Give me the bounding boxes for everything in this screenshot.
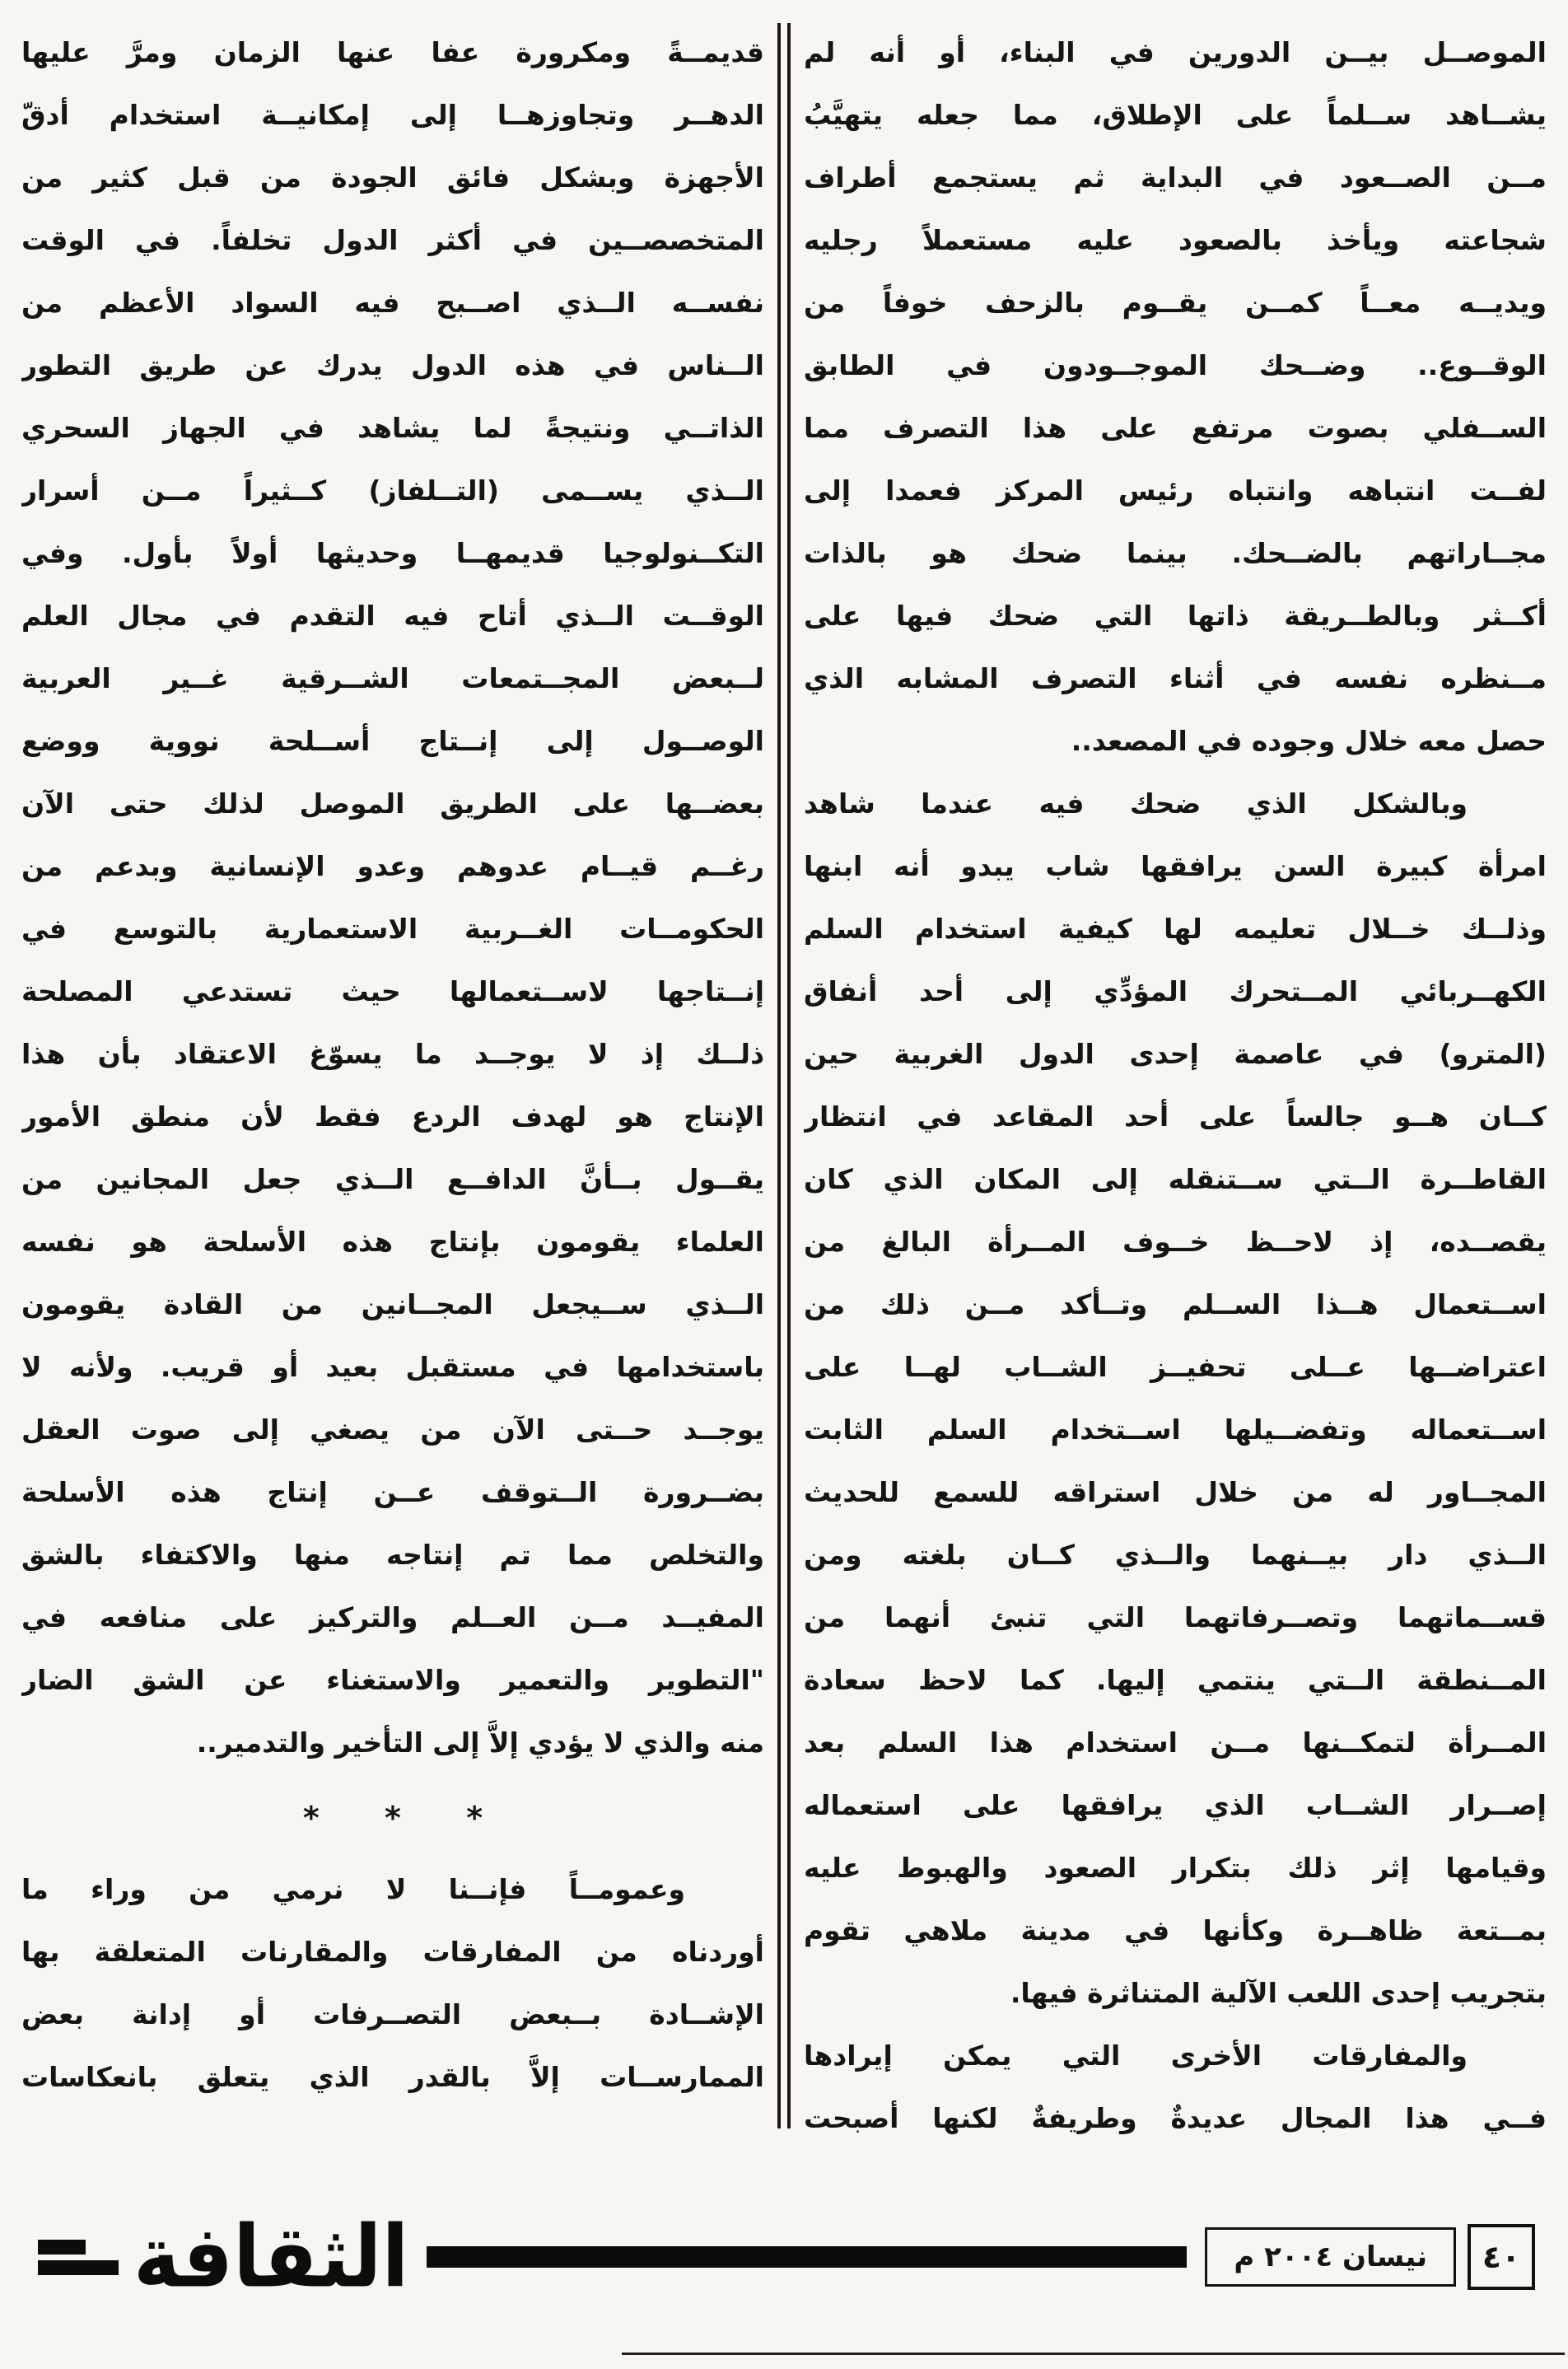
column-divider-rule <box>777 23 791 2128</box>
logo-step-mark-icon <box>38 2240 119 2275</box>
text-line: والمفارقات الأخرى التي يمكن إيرادها <box>804 2040 1468 2072</box>
text-line: مجــاراتهم بالضــحك. بينما ضحك هو بالذات <box>804 537 1547 569</box>
text-line: الأجهزة وبشكل فائق الجودة من قبل كثير من <box>21 161 764 194</box>
text-line: اســتعماله وتفضــيلها اســتخدام السلم الثابت <box>804 1413 1547 1446</box>
text-line: اســتعمال هــذا الســلم وتــأكد مــن ذلك من <box>804 1288 1547 1320</box>
text-line: الموصــل بيــن الدورين في البناء، أو أنه لم <box>804 36 1547 68</box>
text-line: الوصــول إلى إنــتاج أســلحة نووية ووضع <box>21 725 764 757</box>
page-footer <box>38 2207 1535 2307</box>
column-left <box>21 21 764 2109</box>
text-line: القاطــرة الــتي ســتنقله إلى المكان الذي كان <box>804 1163 1547 1195</box>
page-number: ٤٠ <box>1482 2239 1521 2275</box>
text-line: الإشــادة بــبعض التصــرفات أو إدانة بعض <box>21 1998 764 2030</box>
text-line: أكــثر وبالطــريقة ذاتها التي ضحك فيها على <box>804 600 1547 632</box>
text-line: الســفلي بصوت مرتفع على هذا التصرف مما <box>804 412 1547 444</box>
text-line: الــذي يســمى (التــلفاز) كــثيراً مــن أسرار <box>21 474 764 507</box>
text-line: يقصــده، إذ لاحــظ خــوف المــرأة البالغ من <box>804 1226 1547 1258</box>
text-line: إصــرار الشــاب الذي يرافقها على استعماله <box>804 1789 1547 1821</box>
text-line: الإنتاج هو لهدف الردع فقط لأن منطق الأمور <box>21 1100 764 1133</box>
text-line: الوقــوع.. وضــحك الموجــودون في الطابق <box>804 349 1547 381</box>
magazine-logo: الثقافة <box>133 2207 409 2307</box>
text-line: الذاتــي ونتيجةً لما يشاهد في الجهاز السحري <box>21 412 764 444</box>
text-line: الوقــت الــذي أتاح فيه التقدم في مجال العلم <box>21 600 764 632</box>
text-line: أوردناه من المفارقات والمقارنات المتعلقة بها <box>21 1936 764 1968</box>
text-line: حصل معه خلال وجوده في المصعد.. <box>1071 725 1547 757</box>
article-body <box>21 21 1547 2150</box>
text-line: ويديــه معــاً كمــن يقــوم بالزحف خوفاً من <box>804 287 1547 319</box>
text-line: (المترو) في عاصمة إحدى الدول الغربية حين <box>804 1038 1547 1070</box>
text-line: الــذي دار بيــنهما والــذي كــان بلغته ومن <box>804 1539 1547 1571</box>
text-line: بتجريب إحدى اللعب الآلية المتناثرة فيها. <box>1010 1977 1547 2009</box>
text-line: رغــم قيــام عدوهم وعدو الإنسانية وبدعم من <box>21 850 764 882</box>
text-line: المجــاور له من خلال استراقه للسمع للحديث <box>804 1476 1547 1508</box>
issue-date: نيسان ٢٠٠٤ م <box>1234 2241 1427 2273</box>
text-line: بضــرورة الــتوقف عــن إنتاج هذه الأسلحة <box>21 1476 764 1508</box>
text-line: امرأة كبيرة السن يرافقها شاب يبدو أنه ابنها <box>804 850 1547 882</box>
text-line: لفــت انتباهه وانتباه رئيس المركز فعمدا إلى <box>804 474 1547 507</box>
issue-date-box <box>1205 2227 1456 2287</box>
text-line: الــذي ســيجعل المجــانين من القادة يقومون <box>21 1288 764 1320</box>
section-break-stars: * * * <box>302 1800 483 1836</box>
text-line: الحكومــات الغــربية الاستعمارية بالتوسع في <box>21 913 764 945</box>
text-line: منه والذي لا يؤدي إلاَّ إلى التأخير والتدمير.. <box>196 1727 764 1759</box>
text-line: كــان هــو جالساً على أحد المقاعد في انتظار <box>804 1100 1547 1133</box>
text-line: وعمومــاً فإنــنا لا نرمي من وراء ما <box>21 1873 685 1905</box>
text-line: يشــاهد ســلماً على الإطلاق، مما جعله يتهيَّبُ <box>804 99 1547 131</box>
text-line: قســماتهما وتصــرفاتهما التي تنبئ أنهما من <box>804 1601 1547 1633</box>
text-line: "التطوير والتعمير والاستغناء عن الشق الضار <box>21 1664 764 1696</box>
column-right <box>804 21 1547 2150</box>
text-line: ذلــك إذ لا يوجــد ما يسوّغ الاعتقاد بأن هذا <box>21 1038 764 1070</box>
text-line: نفســه الــذي اصــبح فيه السواد الأعظم من <box>21 287 764 319</box>
text-line: الدهــر وتجاوزهــا إلى إمكانيــة استخدام أدقّ <box>21 99 764 131</box>
text-line: المفيــد مــن العــلم والتركيز على منافعه في <box>21 1601 764 1633</box>
text-line: لــبعض المجــتمعات الشــرقية غــير العربية <box>21 662 764 694</box>
text-line: المــنطقة الــتي ينتمي إليها. كما لاحظ سعادة <box>804 1664 1547 1696</box>
text-line: المتخصصــين في أكثر الدول تخلفاً. في الوقت <box>21 224 764 256</box>
text-line: الــناس في هذه الدول يدرك عن طريق التطور <box>21 349 764 381</box>
bottom-edge-rule <box>622 2353 1565 2355</box>
text-line: وذلــك خــلال تعليمه لها كيفية استخدام السلم <box>804 913 1547 945</box>
text-line: بعضــها على الطريق الموصل لذلك حتى الآن <box>21 787 764 820</box>
page-number-box <box>1468 2224 1535 2290</box>
text-line: الكهــربائي المــتحرك المؤدِّي إلى أحد أنفاق <box>804 975 1547 1007</box>
text-line: بمــتعة ظاهــرة وكأنها في مدينة ملاهي تقوم <box>804 1914 1547 1946</box>
text-line: يقــول بــأنَّ الدافــع الــذي جعل المجانين من <box>21 1163 764 1195</box>
text-line: مــنظره نفسه في أثناء التصرف المشابه الذي <box>804 662 1547 694</box>
text-line: يوجــد حــتى الآن من يصغي إلى صوت العقل <box>21 1413 764 1446</box>
text-line: وبالشكل الذي ضحك فيه عندما شاهد <box>804 787 1468 820</box>
text-line: باستخدامها في مستقبل بعيد أو قريب. ولأنه لا <box>21 1351 764 1383</box>
text-line: مــن الصــعود في البداية ثم يستجمع أطراف <box>804 161 1547 194</box>
text-line: الممارســات إلاَّ بالقدر الذي يتعلق بانعكاسات <box>21 2061 764 2093</box>
footer-rule-bar <box>427 2246 1187 2268</box>
text-line: العلماء يقومون بإنتاج هذه الأسلحة هو نفسه <box>21 1226 764 1258</box>
text-line: إنــتاجها لاســتعمالها حيث تستدعي المصلحة <box>21 975 764 1007</box>
text-line: شجاعته ويأخذ بالصعود عليه مستعملاً رجليه <box>804 224 1547 256</box>
text-line: المــرأة لتمكــنها مــن استخدام هذا السلم بعد <box>804 1727 1547 1759</box>
text-line: التكــنولوجيا قديمهــا وحديثها أولاً بأول. وفي <box>21 537 764 569</box>
text-line: والتخلص مما تم إنتاجه منها والاكتفاء بالشق <box>21 1539 764 1571</box>
text-line: فــي هذا المجال عديدةٌ وطريفةٌ لكنها أصبحت <box>804 2102 1547 2134</box>
text-line: قديمــةً ومكرورة عفا عنها الزمان ومرَّ عليها <box>21 36 764 68</box>
text-line: وقيامها إثر ذلك بتكرار الصعود والهبوط عليه <box>804 1852 1547 1884</box>
text-line: اعتراضــها عــلى تحفيــز الشــاب لهــا على <box>804 1351 1547 1383</box>
